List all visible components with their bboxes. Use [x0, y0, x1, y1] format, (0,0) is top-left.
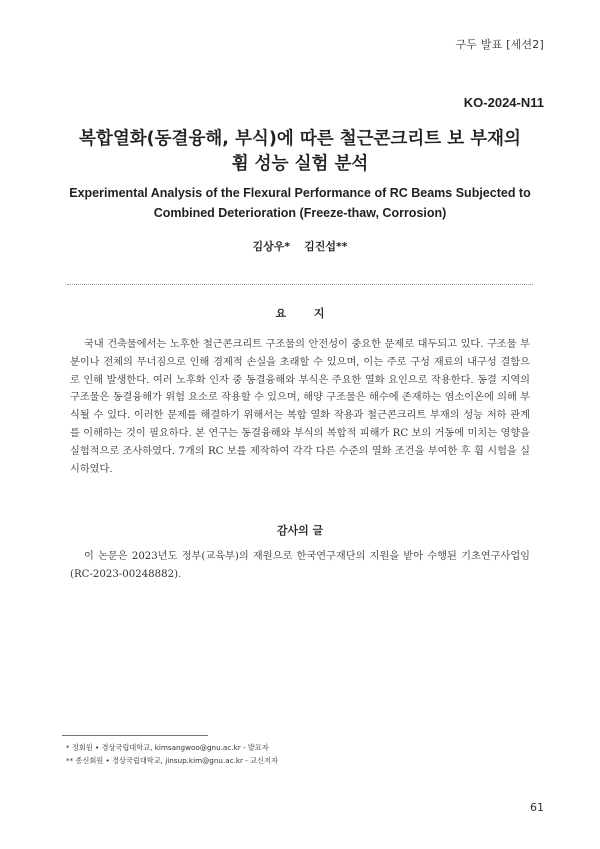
korean-title-line2: 휨 성능 실험 분석 [231, 154, 369, 174]
page-number: 61 [530, 801, 544, 814]
korean-title [0, 127, 600, 177]
footnote-rule [62, 735, 208, 736]
paper-id: KO-2024-N11 [463, 95, 544, 110]
acknowledgement-heading: 감사의 글 [276, 524, 324, 537]
author-list [0, 238, 600, 254]
abstract-heading: 요 지 [275, 307, 337, 320]
english-title-line2: Combined Deterioration (Freeze-thaw, Corrosion) [153, 206, 447, 220]
author-1: 김상우* [252, 240, 291, 253]
section-divider [67, 284, 533, 285]
korean-title-line1: 복합열화(동결융해, 부식)에 따른 철근콘크리트 보 부재의 [79, 129, 521, 149]
session-label: 구두 발표 [세션2] [455, 38, 544, 51]
acknowledgement-body: 이 논문은 2023년도 정부(교육부)의 재원으로 한국연구재단의 지원을 받아 수행된 기초연구사업임(RC-2023-00248882). [70, 551, 530, 580]
footnote-2: ** 종신회원 • 경상국립대학교, jinsup.kim@gnu.ac.kr - 교신저자 [66, 756, 278, 765]
english-title-line1: Experimental Analysis of the Flexural Performance of RC Beams Subjected to [69, 186, 531, 200]
abstract-body: 국내 건축물에서는 노후한 철근콘크리트 구조물의 안전성이 중요한 문제로 대두되고 있다. 구조물 부분이나 전체의 무너짐으로 인해 경제적 손실을 초래할 수 있으며, 이는 주로 구성 재료의 내구성 결함으로 인해 발생한다. 여러 노후화 인자 중 동결융해와 부식은 주요한 열화 요인으로 작용한다. 동결 지역의 구조물은 동결융해가 위험 요소로 작용할 수 있으며, 해양 구조물은 해수에 존재하는 염소이온에 의해 부식될 수 있다. 이러한 문제를 해결하기 위해서는 복합 열화 작용과 철근콘크리트 부재의 성능 저하 관계를 이해하는 것이 필요하다. 본 연구는 동결융해와 부식의 복합적 피해가 RC 보의 거동에 미치는 영향을 실험적으로 조사하였다. 7개의 RC 보를 제작하여 각각 다른 수준의 열화 조건을 부여한 후 휨 시험을 실시하였다. [70, 339, 530, 475]
footnote-1: * 정회원 • 경상국립대학교, kimsangwoo@gnu.ac.kr - 발표자 [66, 743, 269, 752]
english-title [0, 183, 600, 223]
author-2: 김진섭** [304, 240, 348, 253]
